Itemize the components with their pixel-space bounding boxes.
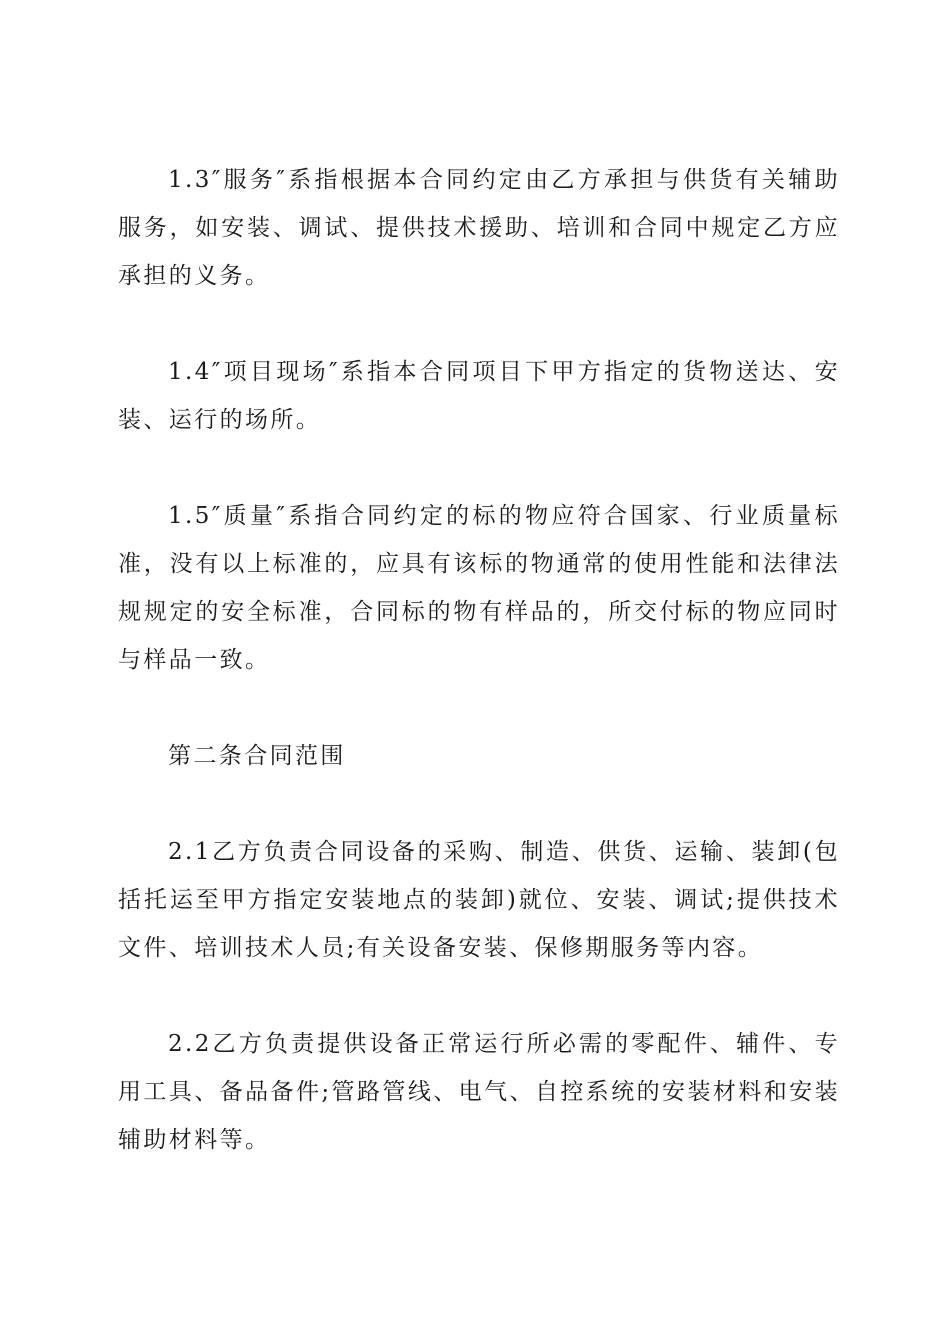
paragraph-gap xyxy=(118,780,840,828)
paragraph-gap xyxy=(118,444,840,492)
paragraph-2-2: 2.2乙方负责提供设备正常运行所必需的零配件、辅件、专用工具、备品备件;管路管线、电气、自控系统的安装材料和安装辅助材料等。 xyxy=(118,1031,840,1153)
paragraph-1-4-project-site: 1.4″项目现场″系指本合同项目下甲方指定的货物送达、安装、运行的场所。 xyxy=(118,359,840,433)
paragraph-gap xyxy=(118,684,840,732)
paragraph-1-3-services: 1.3″服务″系指根据本合同约定由乙方承担与供货有关辅助服务，如安装、调试、提供技术援助、培训和合同中规定乙方应承担的义务。 xyxy=(118,167,840,289)
paragraph-2-1: 2.1乙方负责合同设备的采购、制造、供货、运输、装卸(包括托运至甲方指定安装地点的装卸)就位、安装、调试;提供技术文件、培训技术人员;有关设备安装、保修期服务等内容。 xyxy=(118,839,840,961)
paragraph-gap xyxy=(118,972,840,1020)
document-body xyxy=(118,156,840,1164)
paragraph-gap xyxy=(118,300,840,348)
section-heading-contract-scope: 第二条合同范围 xyxy=(168,743,346,769)
paragraph-1-5-quality: 1.5″质量″系指合同约定的标的物应符合国家、行业质量标准，没有以上标准的，应具有该标的物通常的使用性能和法律法规规定的安全标准，合同标的物有样品的，所交付标的物应同时与样品一致。 xyxy=(118,503,840,673)
